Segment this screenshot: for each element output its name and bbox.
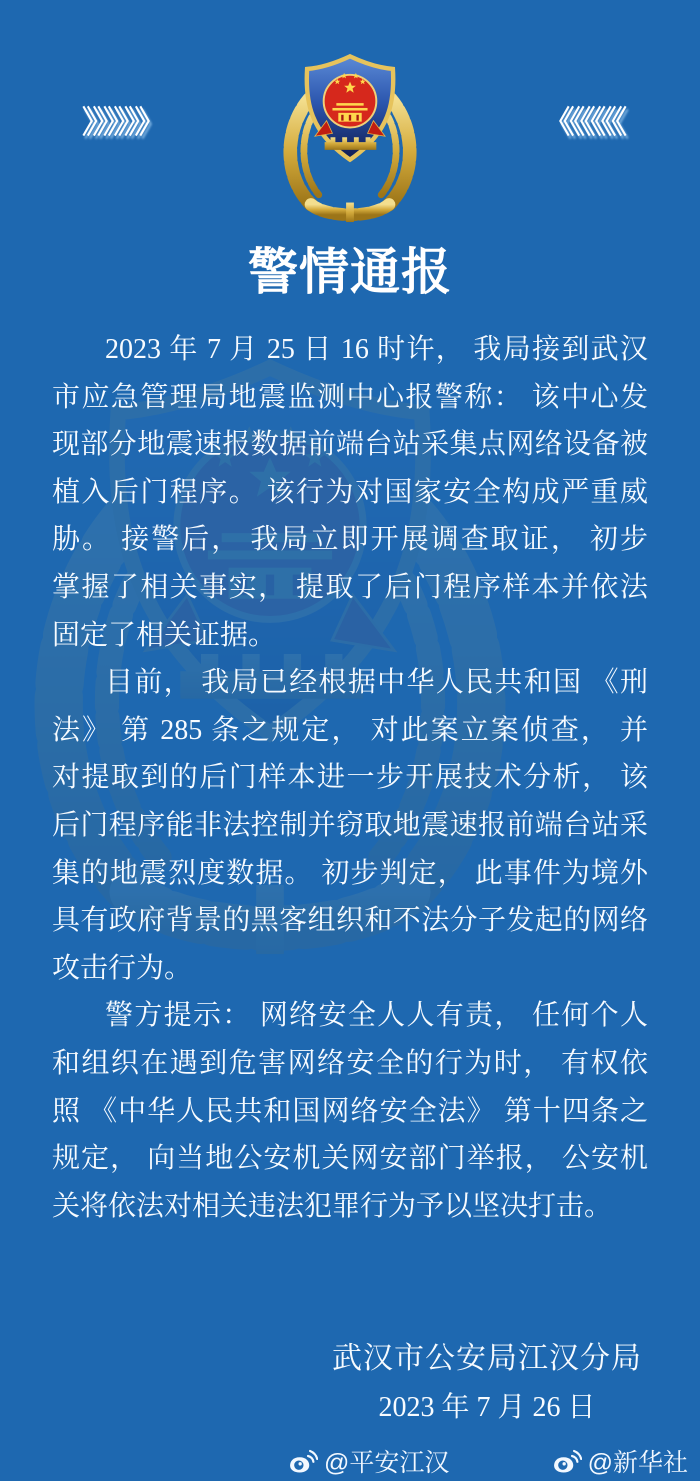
weibo-account-right (552, 1443, 688, 1479)
weibo-account-right-label: @新华社 (587, 1449, 688, 1477)
body-line: 关将依法对相关违法犯罪行为予以坚决打击。 (52, 1190, 613, 1222)
body-line: 植入后门程序。 该行为对国家安全构成严重威 (52, 476, 648, 508)
body-line: 目前， 我局已经根据中华人民共和国 《刑 (105, 667, 648, 699)
body-line: 固定了相关证据。 (52, 619, 277, 651)
body-line: 照 《中华人民共和国网络安全法》 第十四条之 (52, 1095, 648, 1127)
body-line: 集的地震烈度数据。 初步判定， 此事件为境外 (52, 857, 648, 889)
chevrons-right-icon: 》》》》》》 (82, 105, 161, 140)
police-badge-icon (272, 48, 428, 244)
page-title: 警情通报 (248, 244, 452, 300)
body-line: 现部分地震速报数据前端台站采集点网络设备被 (52, 429, 648, 461)
body-line: 和组织在遇到危害网络安全的行为时， 有权依 (52, 1047, 648, 1079)
body-line: 警方提示： 网络安全人人有责， 任何个人 (105, 1000, 648, 1032)
signature-agency: 武汉市公安局江汉分局 (332, 1342, 642, 1375)
body-line: 市应急管理局地震监测中心报警称： 该中心发 (52, 381, 648, 413)
weibo-icon (288, 1448, 318, 1474)
body-line: 2023 年 7 月 25 日 16 时许， 我局接到武汉 (105, 334, 648, 365)
signature-date: 2023 年 7 月 26 日 (378, 1392, 596, 1423)
body-line: 攻击行为。 (52, 952, 193, 984)
body-line: 胁。 接警后， 我局立即开展调查取证， 初步 (52, 524, 648, 556)
body-line: 具有政府背景的黑客组织和不法分子发起的网络 (52, 905, 648, 937)
weibo-account-left (288, 1443, 449, 1479)
body-line: 法》 第 285 条之规定， 对此案立案侦查， 并 (52, 714, 648, 746)
body-line: 对提取到的后门样本进一步开展技术分析， 该 (52, 762, 648, 794)
weibo-account-left-label: @平安江汉 (324, 1449, 450, 1477)
signature-block (322, 1334, 652, 1432)
body-line: 后门程序能非法控制并窃取地震速报前端台站采 (52, 809, 648, 841)
body-line: 规定， 向当地公安机关网安部门举报， 公安机 (52, 1143, 648, 1175)
body-text (52, 326, 648, 1230)
weibo-icon (552, 1448, 582, 1474)
body-line: 掌握了相关事实， 提取了后门程序样本并依法 (52, 571, 648, 603)
chevrons-left-icon: 《《《《《《 (543, 105, 622, 140)
